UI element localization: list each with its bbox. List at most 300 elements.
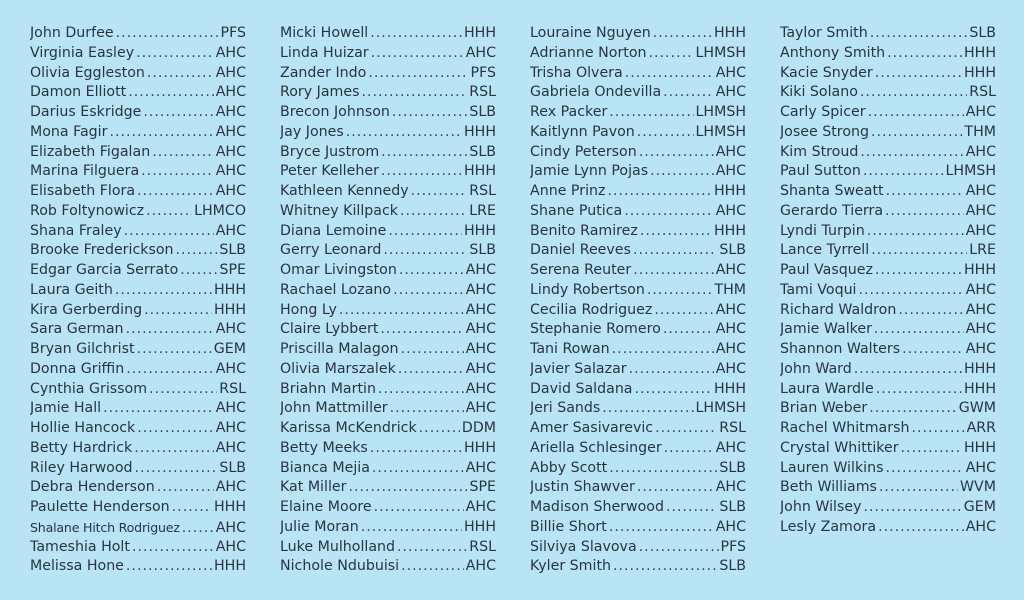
dot-leader [371, 44, 464, 64]
affiliation-code: RSL [469, 84, 496, 101]
affiliation-code: PFS [720, 538, 746, 555]
affiliation-code: LRE [469, 202, 496, 219]
list-item [780, 44, 996, 64]
affiliation-code: SPE [469, 479, 496, 496]
person-name: Olivia Eggleston [30, 64, 145, 81]
dot-leader [135, 459, 218, 479]
list-item [780, 498, 996, 518]
list-item [530, 380, 746, 400]
affiliation-code: AHC [715, 202, 746, 219]
affiliation-code: RSL [219, 380, 246, 397]
affiliation-code: AHC [465, 321, 496, 338]
person-name: Linda Huizar [280, 44, 369, 61]
dot-leader [639, 538, 719, 558]
person-name: Jamie Lynn Pojas [530, 163, 649, 180]
affiliation-code: HHH [713, 222, 746, 239]
affiliation-code: HHH [963, 380, 996, 397]
dot-leader [609, 459, 717, 479]
person-name: Kat Miller [280, 479, 347, 496]
affiliation-code: AHC [965, 518, 996, 535]
person-name: Kaitlynn Pavon [530, 123, 635, 140]
person-name: Jamie Hall [30, 400, 102, 417]
dot-leader [613, 557, 717, 577]
dot-leader [664, 439, 714, 459]
dot-leader [124, 222, 214, 242]
dot-leader [401, 340, 464, 360]
list-item [30, 202, 246, 222]
dot-leader [134, 439, 213, 459]
list-item [280, 518, 496, 538]
dot-leader [650, 162, 714, 182]
person-name: Jay Jones [280, 123, 344, 140]
person-name: Trisha Olvera [530, 64, 623, 81]
list-item [530, 261, 746, 281]
list-item [280, 301, 496, 321]
person-name: Shane Putica [530, 202, 623, 219]
person-name: Kira Gerberding [30, 301, 143, 318]
dot-leader [868, 103, 964, 123]
list-item [530, 202, 746, 222]
dot-leader [647, 281, 713, 301]
affiliation-code: RSL [719, 420, 746, 436]
affiliation-code: AHC [715, 360, 746, 377]
affiliation-code: AHC [215, 183, 246, 199]
list-item [30, 143, 246, 163]
dot-leader [609, 518, 714, 538]
dot-leader [399, 261, 464, 281]
dot-leader [141, 162, 214, 182]
list-item [530, 64, 746, 84]
list-item [30, 64, 246, 84]
person-name: Abby Scott [530, 459, 608, 476]
affiliation-code: SLB [719, 558, 746, 575]
person-name: Damon Elliott [30, 84, 127, 101]
dot-leader [655, 419, 717, 439]
list-item [780, 340, 996, 360]
person-name: Luke Mulholland [280, 538, 396, 555]
dot-leader [902, 340, 964, 360]
affiliation-code: HHH [713, 380, 746, 397]
dot-leader [874, 320, 964, 340]
affiliation-code: RSL [469, 183, 496, 199]
affiliation-code: HHH [213, 499, 246, 515]
list-item [780, 162, 996, 182]
name-column-2 [280, 24, 496, 600]
list-item [780, 380, 996, 400]
dot-leader [637, 123, 694, 143]
dot-leader [602, 399, 693, 419]
dot-leader [137, 419, 213, 439]
affiliation-code: SLB [219, 459, 246, 476]
list-item [530, 478, 746, 498]
list-item [280, 182, 496, 202]
person-name: Nichole Ndubuisi [280, 558, 400, 575]
list-item [530, 498, 746, 518]
affiliation-code: LHMSH [695, 123, 746, 140]
list-item [530, 301, 746, 321]
list-item [280, 340, 496, 360]
list-item [30, 103, 246, 123]
person-name: Karissa McKendrick [280, 420, 417, 436]
list-item [30, 241, 246, 261]
person-name: Marina Filguera [30, 163, 140, 180]
name-column-3 [530, 24, 746, 600]
affiliation-code: AHC [465, 301, 496, 318]
dot-leader [854, 360, 962, 380]
person-name: Louraine Nguyen [530, 25, 651, 41]
dot-leader [637, 478, 714, 498]
affiliation-code: PFS [470, 64, 496, 81]
dot-leader [419, 419, 460, 439]
person-name: Gerry Leonard [280, 242, 382, 259]
list-item [780, 83, 996, 103]
list-item [280, 123, 496, 143]
affiliation-code: AHC [965, 202, 996, 219]
affiliation-code: RSL [969, 84, 996, 101]
person-name: Kim Stroud [780, 143, 859, 160]
person-name: Edgar Garcia Serrato [30, 262, 179, 278]
affiliation-code: THM [964, 123, 996, 140]
list-item [530, 103, 746, 123]
list-item [780, 439, 996, 459]
list-item [530, 44, 746, 64]
list-item [780, 478, 996, 498]
person-name: Betty Hardrick [30, 439, 133, 456]
affiliation-code: AHC [215, 479, 246, 496]
person-name: Paulette Henderson [30, 499, 170, 515]
dot-leader [876, 380, 962, 400]
list-item [280, 24, 496, 44]
affiliation-code: AHC [215, 400, 246, 417]
person-name: Claire Lybbert [280, 321, 379, 338]
list-item [280, 380, 496, 400]
person-name: Mona Fagir [30, 123, 108, 140]
person-name: Hong Ly [280, 301, 337, 318]
list-item [530, 518, 746, 538]
affiliation-code: LHMCO [194, 202, 246, 219]
person-name: Cecilia Rodriguez [530, 301, 653, 318]
list-item [280, 44, 496, 64]
list-item [30, 380, 246, 400]
dot-leader [380, 320, 463, 340]
list-item [30, 24, 246, 44]
person-name: Bryce Justrom [280, 143, 380, 160]
person-name: Billie Short [530, 518, 607, 535]
list-item [30, 44, 246, 64]
dot-leader [612, 340, 714, 360]
list-item [280, 83, 496, 103]
person-name: Lyndi Turpin [780, 222, 865, 239]
affiliation-code: ARR [966, 420, 996, 436]
affiliation-code: SLB [719, 499, 746, 515]
affiliation-code: SLB [469, 143, 496, 160]
person-name: Gabriela Ondevilla [530, 84, 662, 101]
affiliation-code: AHC [215, 420, 246, 436]
person-name: Bianca Mejia [280, 459, 370, 476]
person-name: Taylor Smith [780, 25, 868, 41]
affiliation-code: AHC [215, 104, 246, 120]
person-name: Kathleen Kennedy [280, 183, 409, 199]
dot-leader [392, 103, 467, 123]
person-name: Jeri Sands [530, 400, 601, 417]
dot-leader [378, 380, 464, 400]
list-item [530, 123, 746, 143]
affiliation-code: AHC [215, 123, 246, 140]
person-name: Laura Geith [30, 281, 113, 298]
person-name: Daniel Reeves [530, 242, 631, 259]
list-item [530, 419, 746, 439]
person-name: John Durfee [30, 25, 114, 41]
dot-leader [137, 182, 214, 202]
person-name: Virginia Easley [30, 44, 135, 61]
dot-leader [374, 498, 464, 518]
affiliation-code: AHC [465, 281, 496, 298]
dot-leader [390, 399, 464, 419]
list-item [780, 459, 996, 479]
list-item [30, 459, 246, 479]
dot-leader [653, 24, 712, 44]
list-item [780, 24, 996, 44]
affiliation-code: AHC [715, 439, 746, 456]
person-name: Kiki Solano [780, 84, 858, 101]
list-item [530, 182, 746, 202]
person-name: Rory James [280, 84, 360, 101]
list-item [530, 538, 746, 558]
dot-leader [624, 202, 714, 222]
person-name: John Ward [780, 360, 852, 377]
dot-leader [870, 24, 968, 44]
affiliation-code: HHH [213, 558, 246, 575]
dot-leader [875, 261, 962, 281]
person-name: Donna Griffin [30, 360, 125, 377]
dot-leader [885, 202, 964, 222]
person-name: Stephanie Romero [530, 321, 661, 338]
affiliation-code: AHC [715, 84, 746, 101]
person-name: Javier Salazar [530, 360, 627, 377]
person-name: Cynthia Grissom [30, 380, 148, 397]
list-item [530, 439, 746, 459]
dot-leader [126, 360, 213, 380]
dot-leader [607, 182, 712, 202]
affiliation-code: LHMSH [945, 163, 996, 180]
dot-leader [136, 44, 214, 64]
list-item [30, 281, 246, 301]
dot-leader [411, 182, 468, 202]
list-item [530, 360, 746, 380]
affiliation-code: LHMSH [695, 400, 746, 417]
affiliation-code: HHH [963, 262, 996, 278]
person-name: Justin Shawver [530, 479, 635, 496]
dot-leader [875, 64, 962, 84]
list-item [280, 320, 496, 340]
list-item [280, 538, 496, 558]
list-item [530, 24, 746, 44]
affiliation-code: SLB [719, 459, 746, 476]
dot-leader [649, 44, 694, 64]
dot-leader [172, 498, 212, 518]
person-name: Debra Henderson [30, 479, 155, 496]
list-item [30, 399, 246, 419]
dot-leader [633, 261, 713, 281]
dot-leader [116, 24, 219, 44]
person-name: Lindy Robertson [530, 281, 645, 298]
person-name: Shannon Walters [780, 341, 901, 357]
list-item [30, 123, 246, 143]
list-item [30, 498, 246, 518]
dot-leader [640, 222, 712, 242]
person-name: Whitney Killpack [280, 202, 398, 219]
person-name: Anthony Smith [780, 44, 886, 61]
affiliation-code: HHH [463, 123, 496, 140]
person-name: Benito Ramirez [530, 222, 638, 239]
dot-leader [663, 320, 714, 340]
person-name: Cindy Peterson [530, 143, 637, 160]
dot-leader [879, 478, 958, 498]
list-item [30, 162, 246, 182]
person-name: Tani Rowan [530, 341, 610, 357]
list-item [280, 103, 496, 123]
affiliation-code: PFS [220, 25, 246, 41]
list-item [30, 182, 246, 202]
affiliation-code: AHC [715, 341, 746, 357]
affiliation-code: AHC [215, 84, 246, 101]
affiliation-code: SLB [469, 242, 496, 259]
list-item [280, 459, 496, 479]
person-name: Gerardo Tierra [780, 202, 884, 219]
person-name: Beth Williams [780, 479, 877, 496]
affiliation-code: SLB [219, 242, 246, 259]
person-name: Paul Vasquez [780, 262, 873, 278]
list-item [780, 399, 996, 419]
affiliation-code: AHC [465, 499, 496, 515]
person-name: Tami Voqui [780, 281, 857, 298]
dot-leader [132, 538, 214, 558]
dot-leader [370, 24, 462, 44]
list-item [280, 64, 496, 84]
affiliation-code: GWM [958, 400, 996, 417]
affiliation-code: AHC [965, 321, 996, 338]
person-name: Julie Moran [280, 518, 359, 535]
list-item [30, 419, 246, 439]
affiliation-code: HHH [213, 301, 246, 318]
dot-leader [639, 143, 714, 163]
affiliation-code: HHH [463, 439, 496, 456]
dot-leader [871, 241, 967, 261]
list-item [30, 320, 246, 340]
list-item [530, 83, 746, 103]
dot-leader [157, 478, 214, 498]
dot-leader [143, 103, 213, 123]
affiliation-code: AHC [715, 321, 746, 338]
person-name: Laura Wardle [780, 380, 874, 397]
list-item [280, 261, 496, 281]
affiliation-code: AHC [965, 281, 996, 298]
list-item [280, 557, 496, 577]
affiliation-code: AHC [215, 222, 246, 239]
person-name: Hollie Hancock [30, 420, 136, 436]
affiliation-code: HHH [713, 25, 746, 41]
dot-leader [401, 557, 464, 577]
list-item [530, 340, 746, 360]
dot-leader [654, 301, 713, 321]
list-item [30, 340, 246, 360]
list-item [530, 162, 746, 182]
affiliation-code: SLB [969, 25, 996, 41]
dot-leader [176, 241, 218, 261]
dot-leader [372, 459, 464, 479]
affiliation-code: AHC [465, 400, 496, 417]
person-name: Sara German [30, 321, 124, 338]
person-name: Brooke Frederickson [30, 242, 174, 259]
person-name: Betty Meeks [280, 439, 368, 456]
list-item [30, 360, 246, 380]
affiliation-code: AHC [465, 459, 496, 476]
list-item [280, 143, 496, 163]
person-name: Serena Reuter [530, 262, 632, 278]
list-item [30, 301, 246, 321]
person-name: Peter Kelleher [280, 163, 379, 180]
dot-leader [383, 241, 467, 261]
dot-leader [361, 518, 462, 538]
list-item [280, 241, 496, 261]
dot-leader [860, 143, 963, 163]
affiliation-code: AHC [215, 143, 246, 160]
person-name: Rob Foltynowicz [30, 202, 145, 219]
dot-leader [400, 202, 467, 222]
person-name: Diana Lemoine [280, 222, 387, 239]
list-item [530, 281, 746, 301]
list-item [530, 557, 746, 577]
person-name: Rachael Lozano [280, 281, 392, 298]
list-item [280, 222, 496, 242]
list-item [30, 518, 246, 538]
dot-leader [625, 64, 714, 84]
dot-leader [346, 123, 462, 143]
affiliation-code: AHC [215, 519, 246, 536]
dot-leader [144, 301, 212, 321]
list-item [780, 64, 996, 84]
person-name: David Saldana [530, 380, 633, 397]
dot-leader [381, 162, 462, 182]
affiliation-code: SPE [219, 262, 246, 278]
person-name: Brian Weber [780, 400, 868, 417]
person-name: Brecon Johnson [280, 104, 390, 120]
list-item [780, 123, 996, 143]
affiliation-code: SLB [469, 104, 496, 120]
person-name: Bryan Gilchrist [30, 341, 135, 357]
list-item [30, 557, 246, 577]
dot-leader [147, 64, 214, 84]
affiliation-code: HHH [213, 281, 246, 298]
affiliation-code: AHC [715, 262, 746, 278]
dot-leader [869, 399, 957, 419]
dot-leader [115, 281, 212, 301]
affiliation-code: AHC [215, 44, 246, 61]
person-name: Priscilla Malagon [280, 341, 399, 357]
person-name: Elizabeth Figalan [30, 143, 151, 160]
list-item [780, 281, 996, 301]
dot-leader [370, 439, 462, 459]
list-item [780, 222, 996, 242]
name-column-4 [780, 24, 996, 600]
dot-leader [666, 498, 717, 518]
affiliation-code: AHC [215, 163, 246, 180]
person-name: Olivia Marszalek [280, 360, 396, 377]
dot-leader [911, 419, 964, 439]
list-item [780, 518, 996, 538]
affiliation-code: AHC [215, 64, 246, 81]
person-name: Rachel Whitmarsh [780, 420, 910, 436]
